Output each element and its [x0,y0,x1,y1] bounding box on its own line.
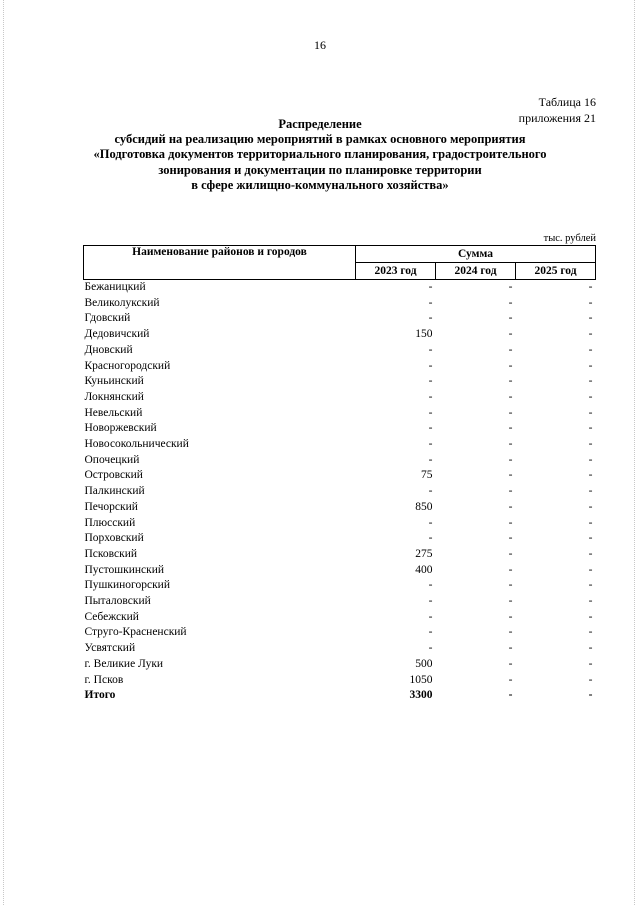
amount-cell: - [508,328,513,341]
document-heading [0,117,640,193]
district-name: Дедовичский [84,328,150,341]
amount-cell: - [588,642,593,655]
amount-cell: - [428,626,433,639]
unit-label: тыс. рублей [543,233,596,244]
amount-cell: - [508,422,513,435]
amount-cell: - [428,375,433,388]
amount-cell: - [428,595,433,608]
total-amount-cell: 3300 [409,689,433,702]
amount-cell: - [428,610,433,623]
table-row [84,531,596,547]
table-row [84,437,596,453]
district-name: Псковский [84,547,138,560]
table-row [84,374,596,390]
heading-line-3: «Подготовка документов территориального планирования, градостроительного [93,147,547,162]
header-year-2025: 2025 год [516,263,596,280]
district-name: Струго-Красненский [84,626,187,639]
amount-cell: - [508,579,513,592]
table-row [84,657,596,673]
amount-cell: - [508,547,513,560]
district-name: г. Великие Луки [84,657,164,670]
amount-cell: - [588,453,593,466]
table-row [84,343,596,359]
total-label: Итого [84,689,116,702]
district-name: Невельский [84,406,143,419]
amount-cell: - [428,532,433,545]
amount-cell: - [588,626,593,639]
table-row [84,578,596,594]
header-sum: Сумма [356,246,596,263]
amount-cell: - [588,579,593,592]
table-row [84,406,596,422]
amount-cell: - [588,312,593,325]
amount-cell: - [508,532,513,545]
amount-cell: - [588,359,593,372]
district-name: Новоржевский [84,422,157,435]
amount-cell: - [588,500,593,513]
amount-cell: - [588,328,593,341]
amount-cell: - [508,626,513,639]
amount-cell: - [508,642,513,655]
amount-cell: 150 [415,328,433,341]
amount-cell: - [508,516,513,529]
table-row [84,673,596,689]
amount-cell: - [508,469,513,482]
district-name: Печорский [84,500,138,513]
amount-cell: - [588,563,593,576]
amount-cell: - [508,281,513,293]
district-name: Плюсский [84,516,136,529]
amount-cell: - [588,595,593,608]
amount-cell: - [428,312,433,325]
amount-cell: - [588,296,593,309]
amount-cell: - [508,359,513,372]
table-row [84,641,596,657]
amount-cell: 1050 [409,673,433,686]
heading-line-5: в сфере жилищно-коммунального хозяйства» [191,177,449,192]
table-row [84,594,596,610]
header-year-2023: 2023 год [356,263,436,280]
district-name: Куньинский [84,375,144,388]
table-label-line-2: приложения 21 [518,111,596,125]
subsidy-table [83,245,596,704]
amount-cell: 400 [415,563,433,576]
amount-cell: - [508,312,513,325]
amount-cell: - [428,406,433,419]
amount-cell: - [588,673,593,686]
amount-cell: - [588,532,593,545]
amount-cell: - [428,453,433,466]
table-row [84,547,596,563]
amount-cell: - [588,406,593,419]
table-row [84,421,596,437]
district-name: Опочецкий [84,453,140,466]
amount-cell: - [428,296,433,309]
district-name: Дновский [84,343,133,356]
amount-cell: - [508,343,513,356]
table-row [84,390,596,406]
amount-cell: - [508,390,513,403]
amount-cell: - [428,422,433,435]
amount-cell: - [588,375,593,388]
amount-cell: - [428,438,433,451]
header-name: Наименование районов и городов [84,246,356,280]
district-name: Пушкиногорский [84,579,170,592]
amount-cell: - [508,673,513,686]
district-name: Новосокольнический [84,438,189,451]
amount-cell: - [588,438,593,451]
district-name: г. Псков [84,673,124,686]
page-number: 16 [314,38,326,52]
amount-cell: - [508,610,513,623]
amount-cell: - [508,375,513,388]
amount-cell: - [428,281,433,293]
table-row [84,296,596,312]
amount-cell: - [508,657,513,670]
amount-cell: - [588,485,593,498]
amount-cell: - [588,516,593,529]
table-row [84,359,596,375]
heading-line-2: субсидий на реализацию мероприятий в рамках основного мероприятия [114,132,526,147]
amount-cell: - [588,343,593,356]
district-name: Себежский [84,610,139,623]
amount-cell: - [508,563,513,576]
amount-cell: - [428,390,433,403]
amount-cell: - [588,469,593,482]
amount-cell: 500 [415,657,433,670]
amount-cell: - [428,579,433,592]
header-year-2024: 2024 год [436,263,516,280]
table-row [84,484,596,500]
district-name: Гдовский [84,312,131,325]
amount-cell: 850 [415,500,433,513]
total-row [84,688,596,704]
district-name: Пустошкинский [84,563,165,576]
amount-cell: - [428,516,433,529]
table-row [84,280,596,296]
amount-cell: - [588,610,593,623]
table-row [84,563,596,579]
amount-cell: - [588,422,593,435]
district-name: Палкинский [84,485,145,498]
table-row [84,327,596,343]
amount-cell: - [428,642,433,655]
amount-cell: - [588,281,593,293]
amount-cell: - [508,485,513,498]
amount-cell: 75 [421,469,433,482]
amount-cell: - [588,657,593,670]
amount-cell: 275 [415,547,433,560]
table-row [84,500,596,516]
amount-cell: - [508,296,513,309]
table-row [84,453,596,469]
amount-cell: - [428,343,433,356]
amount-cell: - [508,453,513,466]
table-row [84,311,596,327]
amount-cell: - [588,547,593,560]
total-amount-cell: - [508,689,513,702]
amount-cell: - [428,359,433,372]
district-name: Порховский [84,532,144,545]
amount-cell: - [588,390,593,403]
district-name: Пыталовский [84,595,151,608]
amount-cell: - [508,595,513,608]
total-amount-cell: - [588,689,593,702]
district-name: Бежаницкий [84,281,146,293]
amount-cell: - [508,500,513,513]
amount-cell: - [508,438,513,451]
table-row [84,516,596,532]
table-label-line-1: Таблица 16 [538,95,596,109]
amount-cell: - [428,485,433,498]
district-name: Островский [84,469,143,482]
district-name: Локнянский [84,390,144,403]
district-name: Красногородский [84,359,171,372]
table-row [84,610,596,626]
heading-line-1: Распределение [278,117,362,131]
amount-cell: - [508,406,513,419]
table-row [84,625,596,641]
district-name: Великолукский [84,296,160,309]
table-row [84,468,596,484]
district-name: Усвятский [84,642,136,655]
table-body [84,280,596,704]
heading-line-4: зонирования и документации по планировке территории [158,162,482,177]
